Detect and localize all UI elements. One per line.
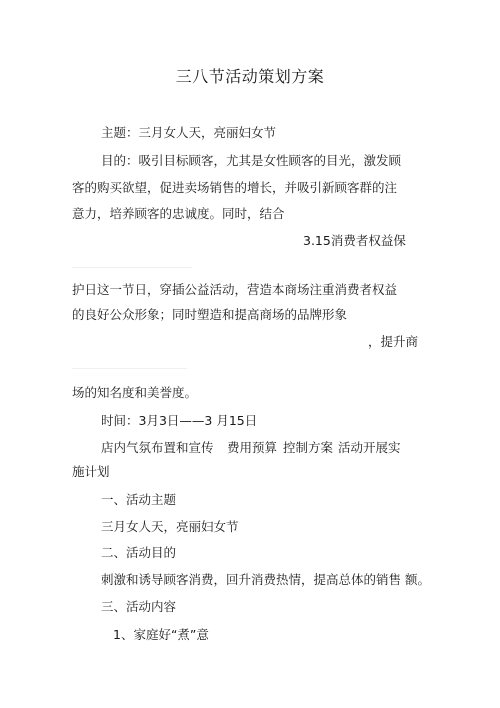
heading-activity-content: 三、活动内容: [101, 599, 177, 614]
section-item: 活动开展实: [338, 440, 401, 455]
paragraph-line: 的良好公众形象；同时塑造和提高商场的品牌形象: [72, 307, 348, 322]
section-item: 店内气氛布置和宣传: [101, 440, 214, 455]
paragraph-line: 护日这一节日，穿插公益活动，营造本商场注重消费者权益: [72, 282, 398, 297]
section-item: 控制方案: [283, 440, 334, 455]
activity-theme-text: 三月女人天，亮丽妇女节: [101, 519, 239, 534]
heading-activity-purpose: 二、活动目的: [101, 545, 177, 560]
faint-rule: [72, 368, 187, 369]
faint-rule: [72, 267, 192, 268]
activity-purpose-text: 刺激和诱导顾客消费，回升消费热情，提高总体的销售 额。: [101, 572, 430, 587]
paragraph-line: ，提升商: [368, 334, 419, 349]
paragraph-line: 场的知名度和美誉度。: [72, 385, 198, 400]
purpose-line: 目的：吸引目标顾客，尤其是女性顾客的目光，激发顾: [101, 153, 402, 168]
section-item: 施计划: [72, 464, 110, 479]
heading-activity-theme: 一、活动主题: [101, 492, 177, 507]
section-item: 费用预算: [227, 440, 278, 455]
activity-item: 1、家庭好“煮”意: [113, 627, 209, 642]
document-title: 三八节活动策划方案: [175, 67, 325, 86]
paragraph-line: 客的购买欲望，促进卖场销售的增长，并吸引新顾客群的注: [72, 180, 398, 195]
theme-line: 主题：三月女人天，亮丽妇女节: [101, 125, 277, 140]
paragraph-line: 意力，培养顾客的忠诚度。同时，结合: [72, 206, 285, 221]
time-line: 时间：3月3日——3 月15日: [101, 413, 258, 428]
paragraph-line: 3.15消费者权益保: [303, 233, 406, 248]
